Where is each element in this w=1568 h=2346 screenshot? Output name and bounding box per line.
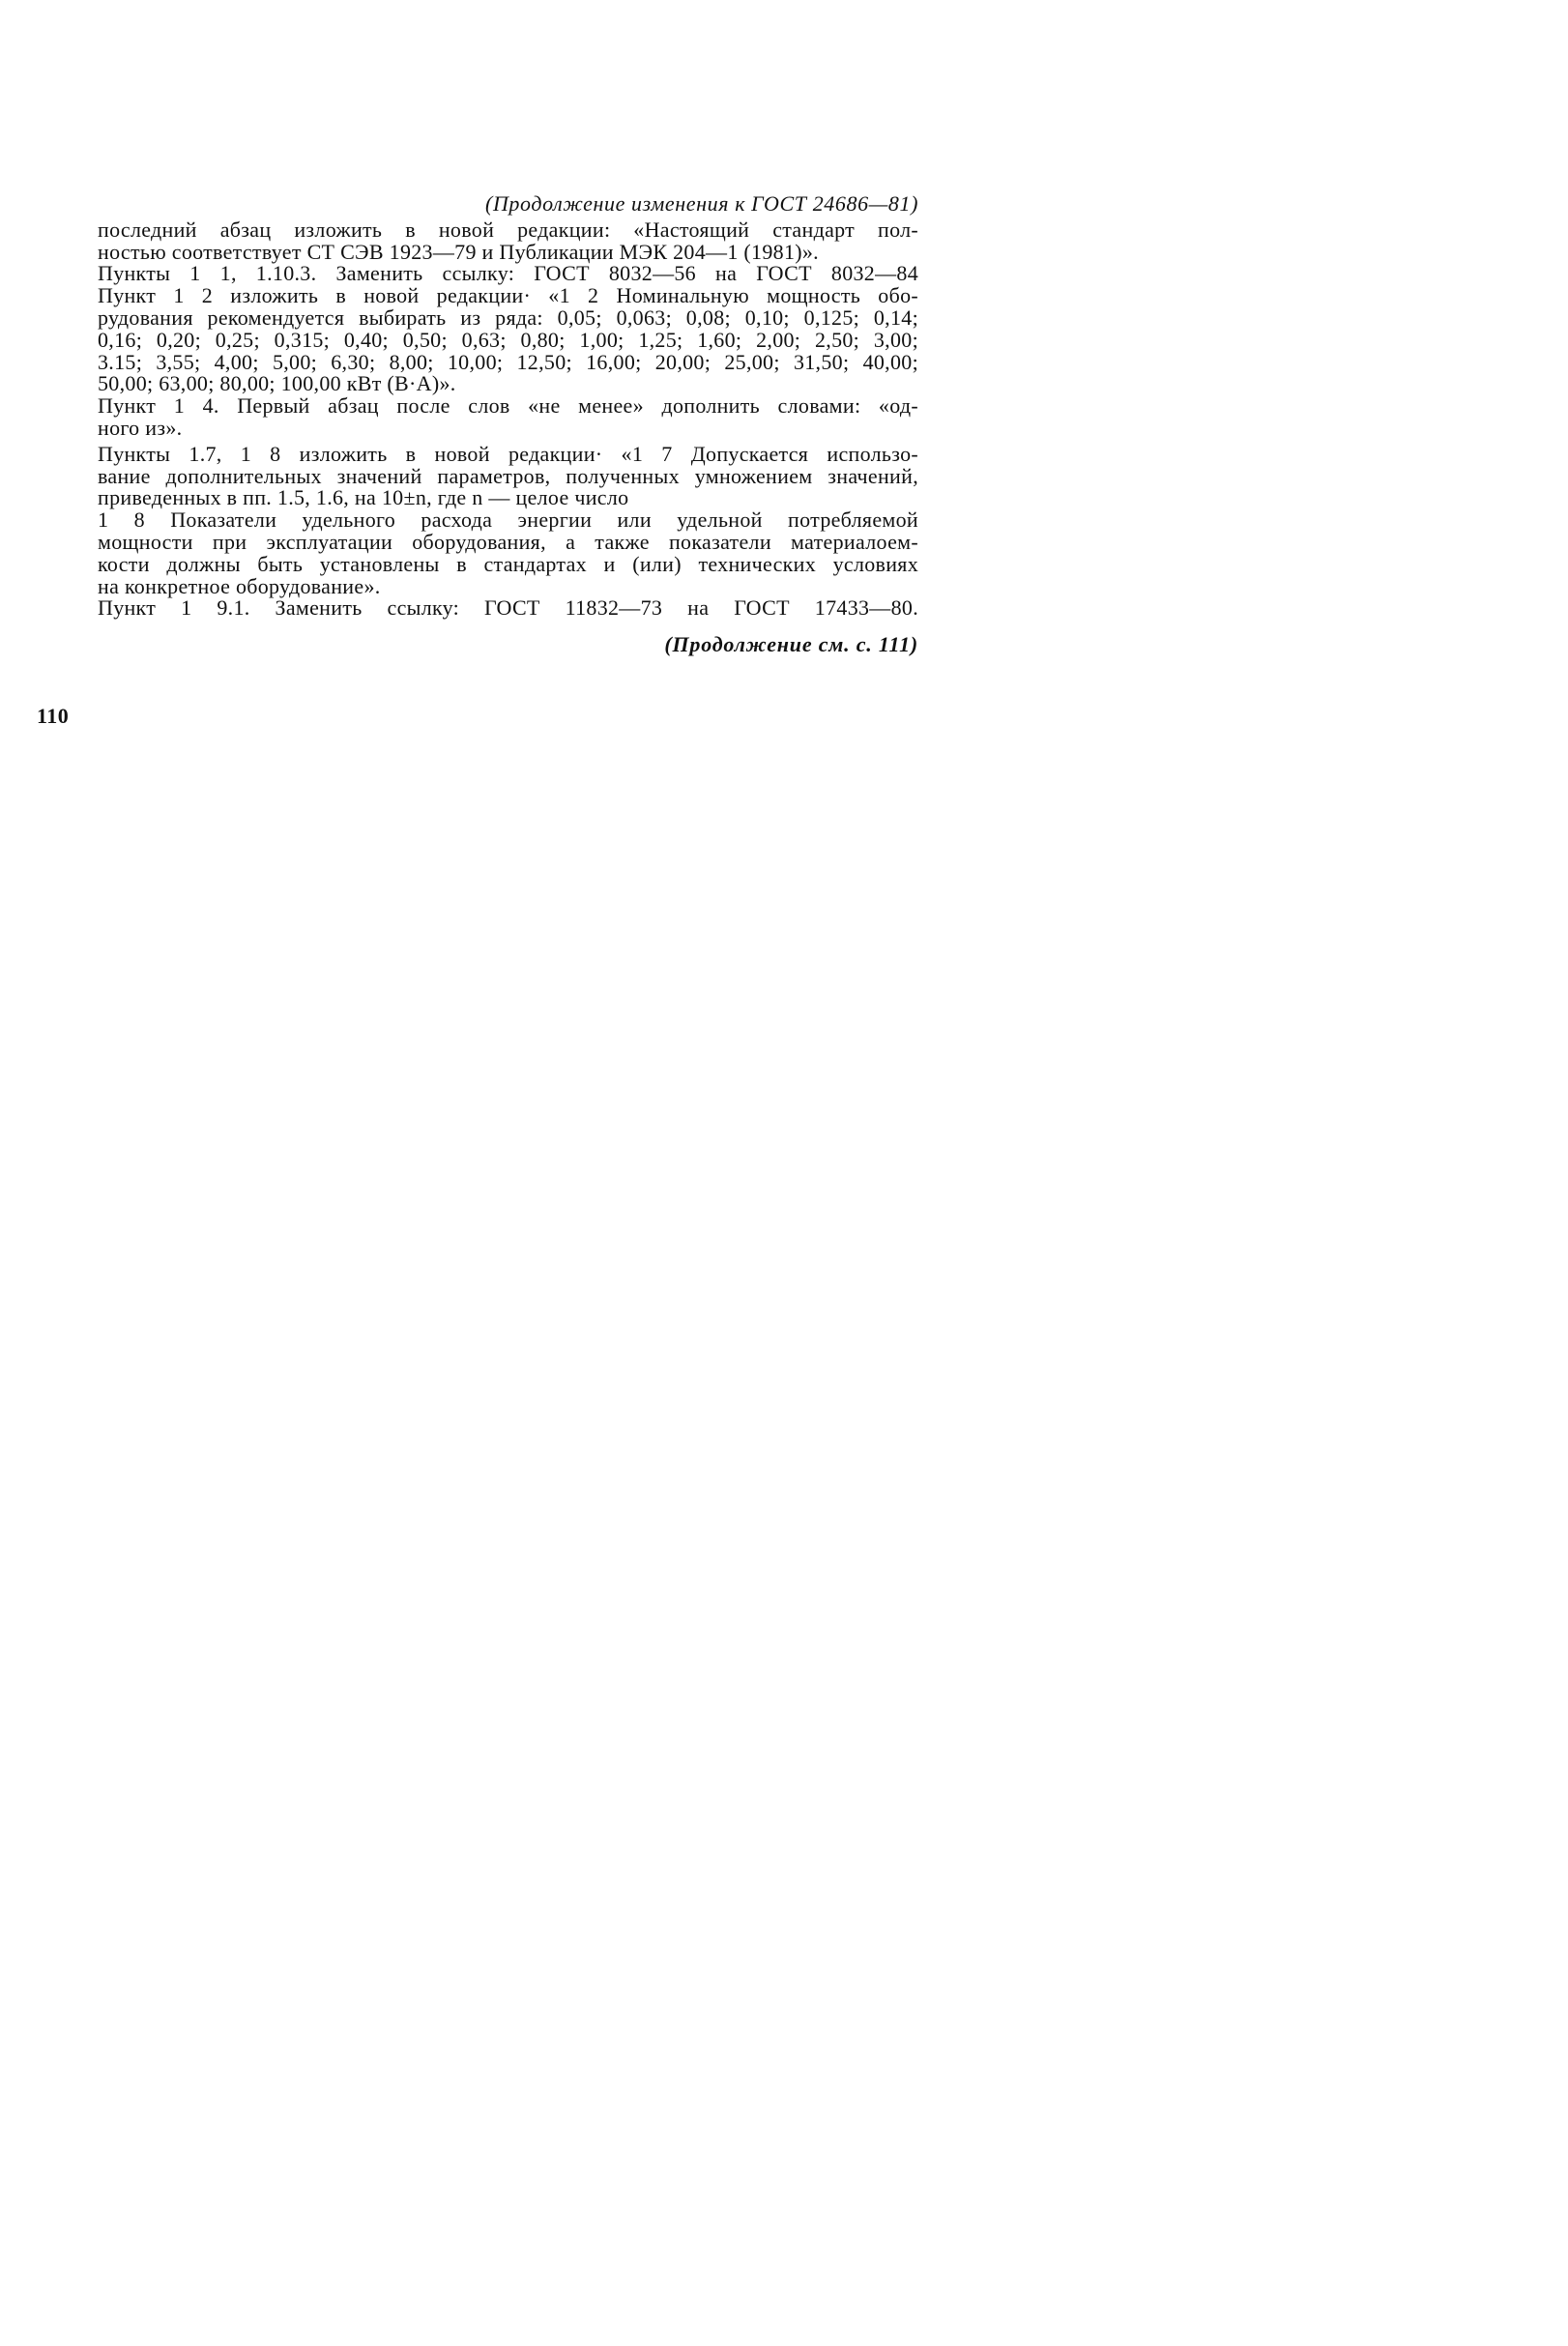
text-line: 50,00; 63,00; 80,00; 100,00 кВт (В·А)». <box>98 371 456 396</box>
text-line: приведенных в пп. 1.5, 1.6, на 10±n, где n — целое число <box>98 485 629 510</box>
text-line: 1 8 Показатели удельного расхода энергии или удельной потребляемой <box>98 507 918 533</box>
paragraph-item-1-2 <box>98 285 918 395</box>
document-page <box>0 0 1018 1517</box>
continuation-footer: (Продолжение см. с. 111) <box>664 632 918 657</box>
paragraph-items-1-1 <box>98 263 918 285</box>
text-line: Пункт 1 9.1. Заменить ссылку: ГОСТ 11832—73 на ГОСТ 17433—80. <box>98 595 918 621</box>
paragraph-item-1-9-1 <box>98 597 918 620</box>
text-line: ностью соответствует СТ СЭВ 1923—79 и Публикации МЭК 204—1 (1981)». <box>98 239 819 264</box>
text-line: мощности при эксплуатации оборудования, а также показатели материалоем- <box>98 529 918 554</box>
continuation-header: (Продолжение изменения к ГОСТ 24686—81) <box>485 191 918 216</box>
main-text-block <box>98 193 918 656</box>
text-line: вание дополнительных значений параметров, полученных умножением значений, <box>98 463 918 488</box>
text-line: Пункты 1.7, 1 8 изложить в новой редакции· «1 7 Допускается использо- <box>98 441 918 466</box>
paragraph-item-1-4 <box>98 395 918 440</box>
text-line: Пункт 1 2 изложить в новой редакции· «1 2 Номинальную мощность обо- <box>98 283 918 308</box>
page-number: 110 <box>37 704 70 728</box>
text-line: 3.15; 3,55; 4,00; 5,00; 6,30; 8,00; 10,00; 12,50; 16,00; 20,00; 25,00; 31,50; 40,00; <box>98 349 918 374</box>
text-line: 0,16; 0,20; 0,25; 0,315; 0,40; 0,50; 0,63; 0,80; 1,00; 1,25; 1,60; 2,00; 2,50; 3,00; <box>98 327 918 352</box>
paragraph-item-1-8-text <box>98 509 918 597</box>
paragraph-last-paragraph-edit <box>98 219 918 264</box>
text-line: ного из». <box>98 415 183 440</box>
text-line: последний абзац изложить в новой редакции: «Настоящий стандарт пол- <box>98 217 918 242</box>
text-line: рудования рекомендуется выбирать из ряда: 0,05; 0,063; 0,08; 0,10; 0,125; 0,14; <box>98 304 918 330</box>
text-line: Пункт 1 4. Первый абзац после слов «не менее» дополнить словами: «од- <box>98 393 918 419</box>
text-line: кости должны быть установлены в стандартах и (или) технических условиях <box>98 551 918 576</box>
paragraph-items-1-7-1-8 <box>98 441 918 510</box>
text-line: Пункты 1 1, 1.10.3. Заменить ссылку: ГОСТ 8032—56 на ГОСТ 8032—84 <box>98 261 918 286</box>
text-line: на конкретное оборудование». <box>98 573 381 598</box>
